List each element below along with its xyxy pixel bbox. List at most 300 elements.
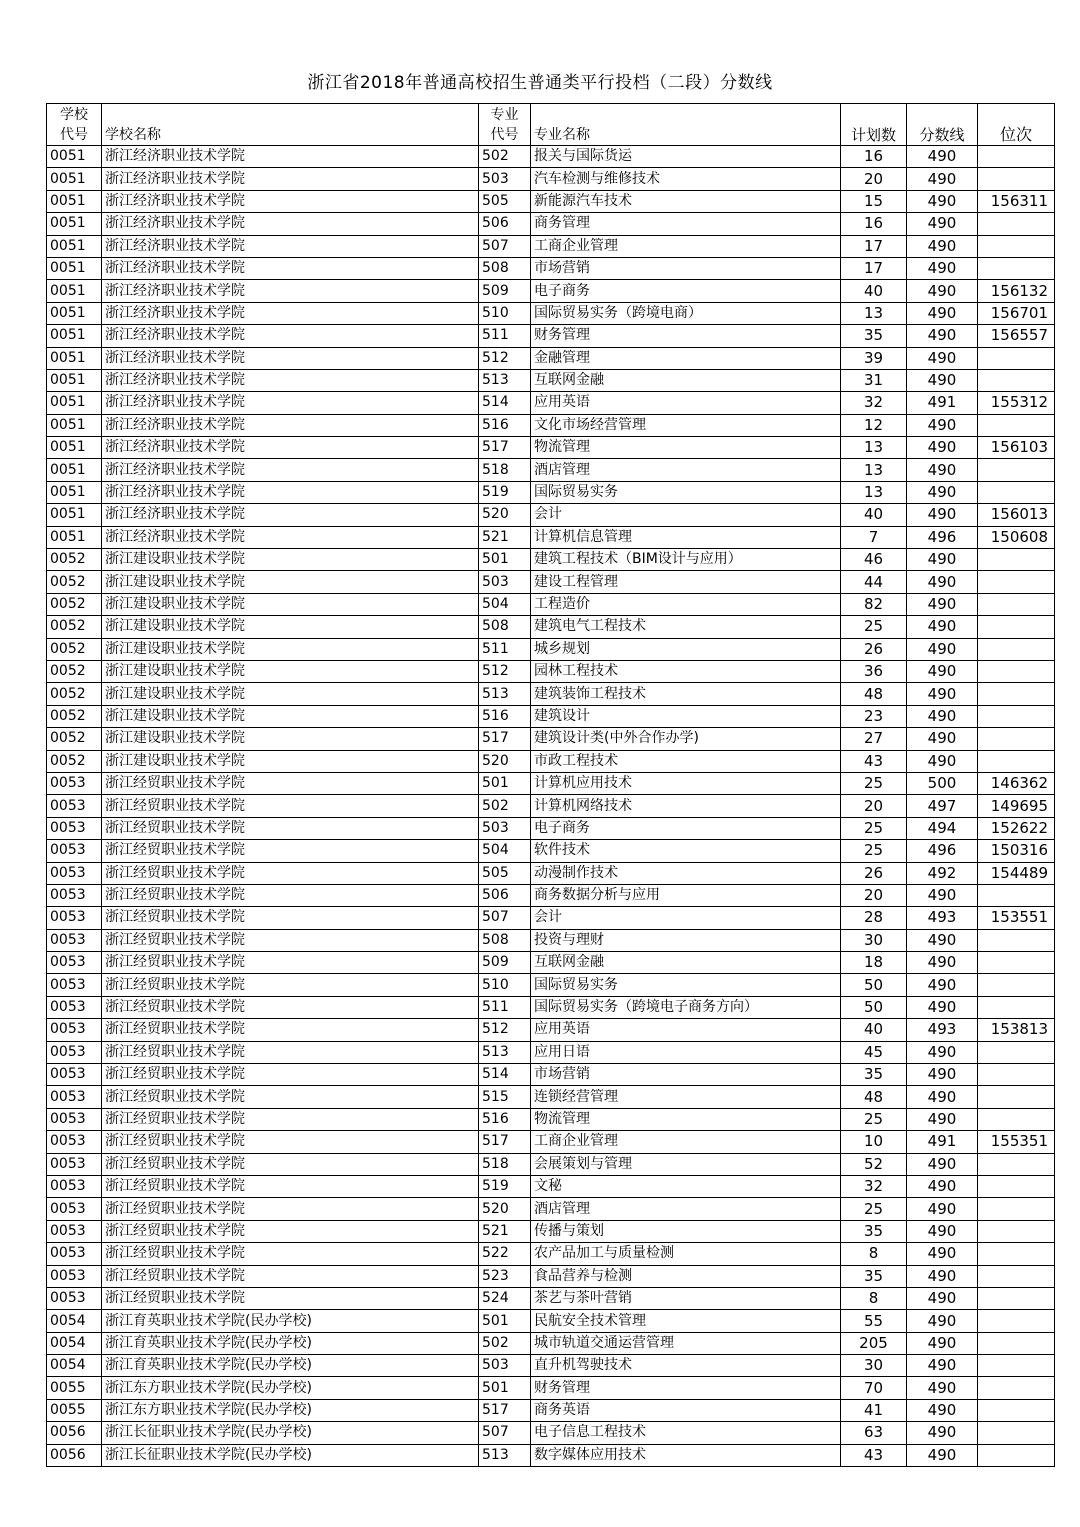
cell-plan: 20: [841, 168, 907, 190]
cell-rank: [978, 593, 1055, 615]
cell-plan: 43: [841, 1444, 907, 1466]
cell-major-name: 工商企业管理: [531, 1131, 841, 1153]
cell-score: 490: [907, 504, 978, 526]
cell-major-code: 503: [479, 817, 531, 839]
cell-rank: 155351: [978, 1131, 1055, 1153]
cell-school-name: 浙江经济职业技术学院: [102, 257, 479, 279]
cell-plan: 13: [841, 481, 907, 503]
cell-school-name: 浙江经济职业技术学院: [102, 235, 479, 257]
cell-major-code: 507: [479, 235, 531, 257]
cell-major-code: 508: [479, 616, 531, 638]
cell-major-code: 514: [479, 1064, 531, 1086]
cell-plan: 45: [841, 1041, 907, 1063]
table-row: [47, 929, 1055, 951]
cell-major-code: 518: [479, 459, 531, 481]
cell-rank: 146362: [978, 772, 1055, 794]
cell-major-code: 513: [479, 1444, 531, 1466]
table-row: [47, 817, 1055, 839]
cell-rank: [978, 1243, 1055, 1265]
cell-school-code: 0052: [47, 571, 102, 593]
cell-plan: 40: [841, 504, 907, 526]
cell-school-name: 浙江建设职业技术学院: [102, 728, 479, 750]
table-row: [47, 1243, 1055, 1265]
cell-rank: [978, 1064, 1055, 1086]
cell-major-name: 市场营销: [531, 257, 841, 279]
cell-rank: [978, 974, 1055, 996]
cell-plan: 25: [841, 1108, 907, 1130]
cell-school-name: 浙江建设职业技术学院: [102, 750, 479, 772]
table-row: [47, 1220, 1055, 1242]
cell-plan: 26: [841, 862, 907, 884]
cell-school-name: 浙江经济职业技术学院: [102, 280, 479, 302]
cell-rank: [978, 1220, 1055, 1242]
cell-school-code: 0053: [47, 1064, 102, 1086]
cell-rank: [978, 481, 1055, 503]
cell-plan: 32: [841, 392, 907, 414]
cell-rank: [978, 705, 1055, 727]
cell-score: 490: [907, 369, 978, 391]
cell-major-code: 503: [479, 1355, 531, 1377]
cell-major-name: 建设工程管理: [531, 571, 841, 593]
cell-score: 490: [907, 952, 978, 974]
header-major-code-line2: 代号: [490, 127, 519, 143]
cell-rank: [978, 369, 1055, 391]
cell-plan: 48: [841, 683, 907, 705]
cell-score: 490: [907, 638, 978, 660]
cell-rank: [978, 146, 1055, 168]
cell-score: 490: [907, 1175, 978, 1197]
cell-major-name: 电子商务: [531, 280, 841, 302]
cell-plan: 27: [841, 728, 907, 750]
cell-school-code: 0054: [47, 1355, 102, 1377]
cell-plan: 50: [841, 974, 907, 996]
cell-school-name: 浙江经贸职业技术学院: [102, 1108, 479, 1130]
cell-school-name: 浙江经济职业技术学院: [102, 437, 479, 459]
cell-school-name: 浙江东方职业技术学院(民办学校): [102, 1399, 479, 1421]
cell-school-code: 0052: [47, 638, 102, 660]
cell-rank: 150316: [978, 840, 1055, 862]
table-row: [47, 369, 1055, 391]
cell-major-name: 城市轨道交通运营管理: [531, 1332, 841, 1354]
cell-school-name: 浙江育英职业技术学院(民办学校): [102, 1332, 479, 1354]
cell-school-name: 浙江建设职业技术学院: [102, 638, 479, 660]
cell-school-name: 浙江经贸职业技术学院: [102, 1041, 479, 1063]
header-score: 分数线: [907, 104, 978, 146]
cell-major-name: 动漫制作技术: [531, 862, 841, 884]
cell-major-name: 茶艺与茶叶营销: [531, 1287, 841, 1309]
cell-school-name: 浙江经济职业技术学院: [102, 392, 479, 414]
header-plan: 计划数: [841, 104, 907, 146]
cell-school-name: 浙江经济职业技术学院: [102, 213, 479, 235]
table-row: [47, 705, 1055, 727]
cell-school-code: 0056: [47, 1444, 102, 1466]
cell-major-name: 商务管理: [531, 213, 841, 235]
cell-school-code: 0055: [47, 1399, 102, 1421]
cell-major-name: 酒店管理: [531, 459, 841, 481]
cell-plan: 13: [841, 459, 907, 481]
cell-plan: 13: [841, 437, 907, 459]
cell-score: 490: [907, 1041, 978, 1063]
table-row: [47, 660, 1055, 682]
cell-score: 490: [907, 1108, 978, 1130]
table-row: [47, 1377, 1055, 1399]
cell-school-code: 0053: [47, 1041, 102, 1063]
cell-school-code: 0051: [47, 280, 102, 302]
cell-score: 490: [907, 1220, 978, 1242]
cell-score: 490: [907, 974, 978, 996]
cell-major-name: 国际贸易实务（跨境电商）: [531, 302, 841, 324]
cell-major-name: 财务管理: [531, 1377, 841, 1399]
cell-major-code: 508: [479, 929, 531, 951]
cell-school-code: 0051: [47, 437, 102, 459]
cell-school-name: 浙江经贸职业技术学院: [102, 772, 479, 794]
cell-major-name: 互联网金融: [531, 952, 841, 974]
cell-score: 490: [907, 1153, 978, 1175]
cell-score: 497: [907, 795, 978, 817]
cell-rank: [978, 728, 1055, 750]
table-row: [47, 1310, 1055, 1332]
table-row: [47, 952, 1055, 974]
cell-score: 490: [907, 1422, 978, 1444]
header-school-code-line2: 代号: [60, 127, 88, 143]
table-row: [47, 1041, 1055, 1063]
cell-rank: [978, 929, 1055, 951]
cell-rank: [978, 1265, 1055, 1287]
table-row: [47, 257, 1055, 279]
cell-major-code: 519: [479, 481, 531, 503]
table-row: [47, 1332, 1055, 1354]
cell-rank: 150608: [978, 526, 1055, 548]
cell-plan: 32: [841, 1175, 907, 1197]
table-row: [47, 996, 1055, 1018]
cell-major-code: 519: [479, 1175, 531, 1197]
cell-school-code: 0053: [47, 795, 102, 817]
cell-score: 490: [907, 1444, 978, 1466]
header-school-name: 学校名称: [102, 104, 479, 146]
cell-school-name: 浙江建设职业技术学院: [102, 616, 479, 638]
cell-rank: 156311: [978, 190, 1055, 212]
cell-school-code: 0051: [47, 392, 102, 414]
table-row: [47, 1444, 1055, 1466]
cell-score: 490: [907, 593, 978, 615]
cell-score: 490: [907, 750, 978, 772]
table-row: [47, 549, 1055, 571]
cell-plan: 55: [841, 1310, 907, 1332]
cell-major-name: 投资与理财: [531, 929, 841, 951]
cell-rank: [978, 996, 1055, 1018]
cell-rank: [978, 952, 1055, 974]
cell-school-code: 0051: [47, 369, 102, 391]
cell-score: 490: [907, 235, 978, 257]
cell-rank: 153551: [978, 907, 1055, 929]
cell-major-name: 建筑电气工程技术: [531, 616, 841, 638]
cell-major-code: 521: [479, 526, 531, 548]
cell-score: 493: [907, 1019, 978, 1041]
cell-major-name: 文秘: [531, 1175, 841, 1197]
cell-major-code: 501: [479, 772, 531, 794]
cell-score: 500: [907, 772, 978, 794]
cell-major-code: 520: [479, 750, 531, 772]
cell-major-name: 应用英语: [531, 392, 841, 414]
cell-score: 490: [907, 660, 978, 682]
table-row: [47, 1399, 1055, 1421]
cell-major-name: 物流管理: [531, 1108, 841, 1130]
cell-major-code: 509: [479, 280, 531, 302]
cell-school-code: 0052: [47, 549, 102, 571]
cell-school-name: 浙江经贸职业技术学院: [102, 1086, 479, 1108]
table-row: [47, 437, 1055, 459]
header-major-code-line1: 专业: [490, 107, 519, 123]
cell-major-name: 商务英语: [531, 1399, 841, 1421]
cell-school-name: 浙江经贸职业技术学院: [102, 1131, 479, 1153]
cell-rank: 154489: [978, 862, 1055, 884]
cell-score: 490: [907, 1287, 978, 1309]
cell-school-name: 浙江长征职业技术学院(民办学校): [102, 1422, 479, 1444]
cell-plan: 36: [841, 660, 907, 682]
cell-score: 490: [907, 996, 978, 1018]
table-row: [47, 1355, 1055, 1377]
cell-school-name: 浙江经贸职业技术学院: [102, 1064, 479, 1086]
cell-score: 494: [907, 817, 978, 839]
cell-score: 490: [907, 1332, 978, 1354]
cell-school-name: 浙江经贸职业技术学院: [102, 1220, 479, 1242]
table-row: [47, 1064, 1055, 1086]
cell-school-name: 浙江经贸职业技术学院: [102, 884, 479, 906]
cell-major-code: 511: [479, 638, 531, 660]
cell-rank: [978, 1399, 1055, 1421]
cell-school-name: 浙江经贸职业技术学院: [102, 907, 479, 929]
cell-score: 496: [907, 840, 978, 862]
cell-major-code: 502: [479, 146, 531, 168]
cell-rank: [978, 884, 1055, 906]
cell-rank: [978, 168, 1055, 190]
cell-major-name: 连锁经营管理: [531, 1086, 841, 1108]
cell-major-code: 510: [479, 974, 531, 996]
cell-score: 490: [907, 257, 978, 279]
cell-score: 490: [907, 437, 978, 459]
cell-school-name: 浙江经贸职业技术学院: [102, 996, 479, 1018]
cell-major-name: 建筑设计类(中外合作办学): [531, 728, 841, 750]
header-major-code: [479, 104, 531, 146]
cell-school-name: 浙江经济职业技术学院: [102, 526, 479, 548]
cell-score: 491: [907, 392, 978, 414]
cell-major-code: 517: [479, 1399, 531, 1421]
cell-major-code: 505: [479, 190, 531, 212]
cell-major-code: 513: [479, 683, 531, 705]
cell-school-name: 浙江经贸职业技术学院: [102, 840, 479, 862]
cell-school-code: 0051: [47, 302, 102, 324]
cell-major-code: 514: [479, 392, 531, 414]
table-row: [47, 638, 1055, 660]
table-row: [47, 974, 1055, 996]
cell-plan: 20: [841, 884, 907, 906]
cell-school-name: 浙江经贸职业技术学院: [102, 1019, 479, 1041]
cell-school-code: 0053: [47, 1265, 102, 1287]
cell-school-code: 0051: [47, 257, 102, 279]
cell-rank: [978, 213, 1055, 235]
cell-score: 490: [907, 1265, 978, 1287]
cell-school-name: 浙江育英职业技术学院(民办学校): [102, 1355, 479, 1377]
cell-plan: 20: [841, 795, 907, 817]
table-row: [47, 616, 1055, 638]
cell-major-name: 市场营销: [531, 1064, 841, 1086]
cell-school-code: 0053: [47, 907, 102, 929]
cell-score: 490: [907, 683, 978, 705]
cell-score: 490: [907, 1243, 978, 1265]
cell-major-name: 软件技术: [531, 840, 841, 862]
cell-school-name: 浙江建设职业技术学院: [102, 683, 479, 705]
header-school-code: [47, 104, 102, 146]
cell-major-name: 互联网金融: [531, 369, 841, 391]
table-row: [47, 1086, 1055, 1108]
table-row: [47, 459, 1055, 481]
table-row: [47, 750, 1055, 772]
cell-score: 490: [907, 1355, 978, 1377]
cell-school-code: 0053: [47, 1198, 102, 1220]
table-row: [47, 347, 1055, 369]
cell-school-code: 0053: [47, 1131, 102, 1153]
cell-school-code: 0053: [47, 1108, 102, 1130]
cell-rank: [978, 1108, 1055, 1130]
cell-major-code: 523: [479, 1265, 531, 1287]
cell-score: 490: [907, 459, 978, 481]
cell-school-name: 浙江建设职业技术学院: [102, 593, 479, 615]
cell-plan: 17: [841, 257, 907, 279]
cell-school-name: 浙江长征职业技术学院(民办学校): [102, 1444, 479, 1466]
cell-plan: 40: [841, 1019, 907, 1041]
cell-school-name: 浙江经济职业技术学院: [102, 481, 479, 503]
cell-major-code: 511: [479, 996, 531, 1018]
table-row: [47, 325, 1055, 347]
cell-score: 490: [907, 280, 978, 302]
cell-school-name: 浙江东方职业技术学院(民办学校): [102, 1377, 479, 1399]
cell-major-name: 会展策划与管理: [531, 1153, 841, 1175]
cell-school-code: 0053: [47, 1243, 102, 1265]
cell-plan: 63: [841, 1422, 907, 1444]
cell-rank: [978, 1041, 1055, 1063]
cell-school-code: 0051: [47, 325, 102, 347]
cell-rank: [978, 660, 1055, 682]
table-row: [47, 1175, 1055, 1197]
cell-school-code: 0051: [47, 235, 102, 257]
cell-major-name: 文化市场经营管理: [531, 414, 841, 436]
cell-school-name: 浙江经贸职业技术学院: [102, 1243, 479, 1265]
cell-school-name: 浙江经贸职业技术学院: [102, 1153, 479, 1175]
cell-plan: 10: [841, 1131, 907, 1153]
cell-rank: 155312: [978, 392, 1055, 414]
table-row: [47, 1287, 1055, 1309]
cell-major-name: 民航安全技术管理: [531, 1310, 841, 1332]
cell-major-code: 517: [479, 437, 531, 459]
cell-rank: [978, 459, 1055, 481]
cell-school-code: 0051: [47, 526, 102, 548]
cell-major-name: 市政工程技术: [531, 750, 841, 772]
cell-plan: 25: [841, 1198, 907, 1220]
table-row: [47, 190, 1055, 212]
cell-major-code: 516: [479, 1108, 531, 1130]
cell-plan: 13: [841, 302, 907, 324]
cell-school-code: 0052: [47, 750, 102, 772]
cell-score: 490: [907, 549, 978, 571]
cell-plan: 41: [841, 1399, 907, 1421]
cell-plan: 50: [841, 996, 907, 1018]
cell-school-name: 浙江经贸职业技术学院: [102, 952, 479, 974]
table-row: [47, 884, 1055, 906]
cell-score: 490: [907, 302, 978, 324]
cell-major-code: 508: [479, 257, 531, 279]
cell-school-name: 浙江建设职业技术学院: [102, 705, 479, 727]
cell-school-name: 浙江经济职业技术学院: [102, 347, 479, 369]
cell-rank: [978, 1153, 1055, 1175]
cell-score: 490: [907, 213, 978, 235]
cell-rank: 156701: [978, 302, 1055, 324]
cell-school-code: 0053: [47, 772, 102, 794]
cell-rank: 153813: [978, 1019, 1055, 1041]
cell-major-code: 507: [479, 907, 531, 929]
cell-plan: 35: [841, 1220, 907, 1242]
cell-major-code: 512: [479, 660, 531, 682]
cell-plan: 17: [841, 235, 907, 257]
cell-major-name: 农产品加工与质量检测: [531, 1243, 841, 1265]
table-row: [47, 571, 1055, 593]
cell-school-name: 浙江经贸职业技术学院: [102, 795, 479, 817]
cell-major-code: 512: [479, 347, 531, 369]
cell-rank: [978, 549, 1055, 571]
cell-school-code: 0054: [47, 1310, 102, 1332]
cell-major-name: 国际贸易实务: [531, 481, 841, 503]
cell-major-code: 520: [479, 504, 531, 526]
cell-school-code: 0051: [47, 347, 102, 369]
cell-major-code: 518: [479, 1153, 531, 1175]
cell-school-name: 浙江经贸职业技术学院: [102, 862, 479, 884]
table-row: [47, 302, 1055, 324]
cell-rank: [978, 683, 1055, 705]
cell-plan: 43: [841, 750, 907, 772]
table-row: [47, 1198, 1055, 1220]
cell-major-name: 传播与策划: [531, 1220, 841, 1242]
header-rank: 位次: [978, 104, 1055, 146]
cell-school-code: 0052: [47, 660, 102, 682]
cell-major-name: 报关与国际货运: [531, 146, 841, 168]
cell-major-code: 516: [479, 705, 531, 727]
cell-school-code: 0052: [47, 616, 102, 638]
cell-rank: [978, 347, 1055, 369]
cell-school-code: 0053: [47, 996, 102, 1018]
table-row: [47, 213, 1055, 235]
cell-score: 490: [907, 1310, 978, 1332]
cell-school-code: 0051: [47, 190, 102, 212]
cell-rank: [978, 414, 1055, 436]
cell-plan: 35: [841, 1064, 907, 1086]
cell-school-name: 浙江经济职业技术学院: [102, 146, 479, 168]
cell-major-code: 512: [479, 1019, 531, 1041]
cell-score: 490: [907, 884, 978, 906]
cell-rank: [978, 638, 1055, 660]
table-row: [47, 683, 1055, 705]
cell-school-name: 浙江经贸职业技术学院: [102, 974, 479, 996]
cell-major-name: 酒店管理: [531, 1198, 841, 1220]
cell-school-name: 浙江经济职业技术学院: [102, 168, 479, 190]
cell-school-code: 0051: [47, 146, 102, 168]
cell-school-name: 浙江建设职业技术学院: [102, 660, 479, 682]
table-row: [47, 840, 1055, 862]
cell-rank: [978, 1355, 1055, 1377]
cell-score: 492: [907, 862, 978, 884]
cell-school-name: 浙江经贸职业技术学院: [102, 1198, 479, 1220]
cell-plan: 82: [841, 593, 907, 615]
cell-major-name: 建筑设计: [531, 705, 841, 727]
cell-school-code: 0051: [47, 213, 102, 235]
